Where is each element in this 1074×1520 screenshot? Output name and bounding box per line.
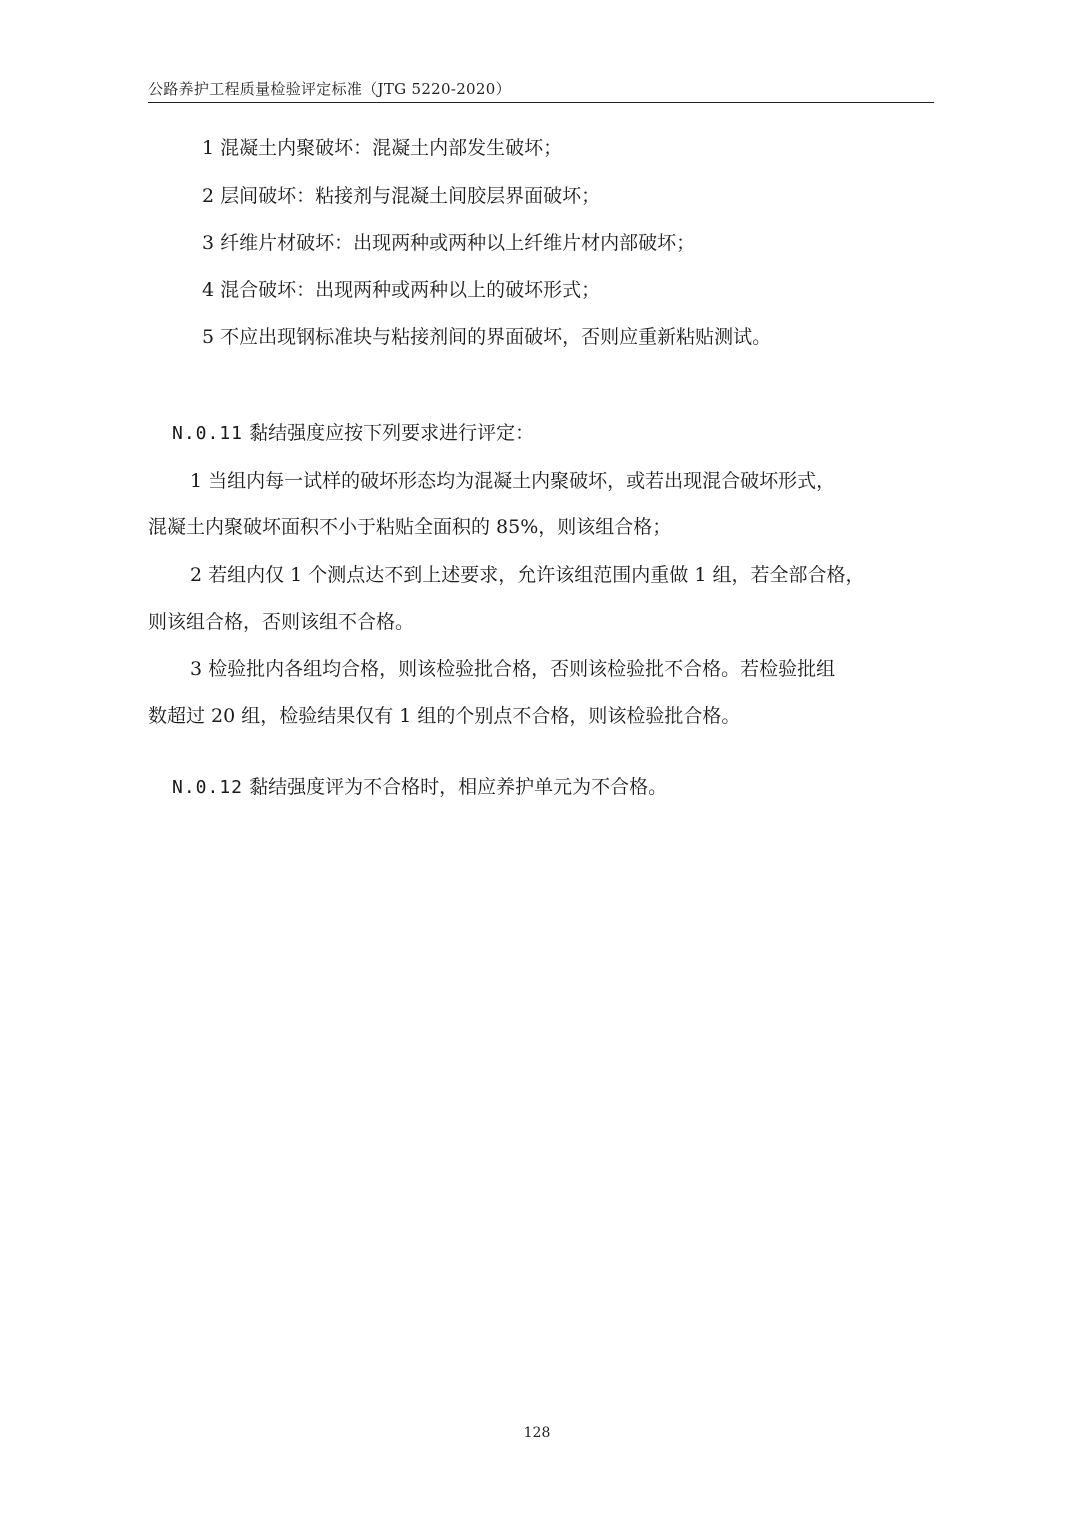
evaluation-item-2-line-2: 则该组合格，否则该组不合格。 <box>148 611 415 633</box>
failure-mode-2: 2 层间破坏：粘接剂与混凝土间胶层界面破坏； <box>202 185 601 207</box>
page-number: 128 <box>523 1425 551 1441</box>
evaluation-item-1-line-2: 混凝土内聚破坏面积不小于粘贴全面积的 85%，则该组合格； <box>148 516 672 538</box>
clause-n-0-11-heading <box>172 421 534 446</box>
clause-number: N.0.11 <box>172 423 244 444</box>
document-title: 公路养护工程质量检验评定标准（JTG 5220-2020） <box>148 80 511 98</box>
failure-mode-4: 4 混合破坏：出现两种或两种以上的破坏形式； <box>202 279 601 301</box>
evaluation-item-1-line-1: 1 当组内每一试样的破坏形态均为混凝土内聚破坏，或若出现混合破坏形式， <box>190 470 836 492</box>
evaluation-item-2-line-1: 2 若组内仅 1 个测点达不到上述要求，允许该组范围内重做 1 组，若全部合格， <box>190 564 865 586</box>
evaluation-item-3-line-2: 数超过 20 组，检验结果仅有 1 组的个别点不合格，则该检验批合格。 <box>148 705 741 727</box>
clause-text: 黏结强度评为不合格时，相应养护单元为不合格。 <box>243 776 668 798</box>
failure-mode-1: 1 混凝土内聚破坏：混凝土内部发生破坏； <box>202 137 563 159</box>
evaluation-item-3-line-1: 3 检验批内各组均合格，则该检验批合格，否则该检验批不合格。若检验批组 <box>190 658 836 680</box>
clause-text: 黏结强度应按下列要求进行评定： <box>243 422 535 444</box>
failure-mode-5: 5 不应出现钢标准块与粘接剂间的界面破坏，否则应重新粘贴测试。 <box>202 326 772 348</box>
failure-mode-3: 3 纤维片材破坏：出现两种或两种以上纤维片材内部破坏； <box>202 232 696 254</box>
running-header <box>148 76 934 103</box>
clause-number: N.0.12 <box>172 777 244 798</box>
clause-n-0-12 <box>172 775 667 800</box>
